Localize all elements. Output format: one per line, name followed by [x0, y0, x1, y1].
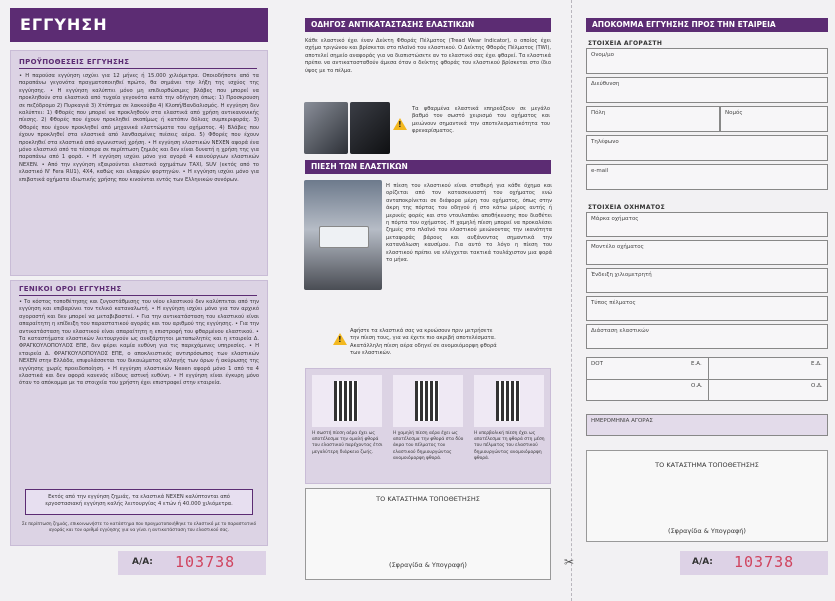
- cut-line: [571, 0, 573, 601]
- ed-label: Ε.Δ.: [811, 361, 822, 367]
- cold-tyre-warning: Αφήστε τα ελαστικά σας να κρυώσουν πριν μετρήσετε την πίεση τους, για να έχετε πιο ακριβή αποτελέσματα. Ακατάλληλη πίεση αέρα οδηγεί σε ανομοιόμορφη φθορά των ελαστικών.: [350, 328, 497, 357]
- purchase-date-label: ΗΜΕΡΟΜΗΝΙΑ ΑΓΟΡΑΣ: [591, 418, 653, 424]
- tyre-icon: [496, 381, 520, 421]
- buyer-email-field[interactable]: e-mail: [586, 164, 828, 190]
- factory-warranty-text: Εκτός από την εγγύηση ζημιάς, τα ελαστικά NEXEN καλύπτονται από εργοστασιακή εγγύηση καλής λειτουργίας 4 ετών ή 40.000 χιλιόμετρα.: [45, 494, 233, 508]
- caption-low: Η χαμηλή πίεση αέρα έχει ως αποτέλεσμα την φθορά στα δύο άκρα του πέλματος του ελαστικού δημιουργώντας ανομοιόμορφη φθορά.: [393, 431, 464, 461]
- correct-pressure-diagram: [312, 375, 382, 427]
- divider: [19, 295, 257, 296]
- footnote: Σε περίπτωση ζημιάς, επικοινωνήστε το κατάστημα που πραγματοποιήθηκε το ελαστικό με το παραστατικό αγοράς και τον αριθμό εγγύησης για να γίνει η αντικατάσταση του ελαστικού σας.: [21, 522, 257, 533]
- od-label: Ο.Δ.: [811, 383, 823, 389]
- guide-heading: ΟΔΗΓΟΣ ΑΝΤΙΚΑΤΑΣΤΑΣΗΣ ΕΛΑΣΤΙΚΩΝ: [305, 18, 551, 32]
- purchase-date-field[interactable]: [586, 414, 828, 436]
- factory-warranty-box: [25, 489, 253, 515]
- tread-photo: [304, 102, 348, 154]
- tyre-icon: [415, 381, 439, 421]
- tyre-icon: [334, 381, 358, 421]
- guide-text: Κάθε ελαστικό έχει έναν Δείκτη Φθοράς Πέλματος (Tread Wear Indicator), ο οποίος έχει σχήμα τριγώνου και βρίσκεται στο πλαϊνό του ελαστικού. Ο Δείκτης Φθοράς Πέλματος (TWI), αποτελεί σημείο αναφοράς για να διαπιστώσετε αν το ελαστικό σας έχει φθαρεί. Τα ελαστικά πρέπει να αντικατασταθούν άμεσα όταν ο δείκτης φθοράς του ελαστικού βρίσκεται στο ίδιο ύψος με το πέλμα.: [305, 38, 551, 74]
- pressure-text: Η πίεση του ελαστικού είναι σταθερή για κάθε όχημα και ορίζεται από τον κατασκευαστή του οχήματος ενώ ανταποκρίνεται σε διάφορα μέρη του οχήματος, όπως στην άκρη της πόρτας του οδηγού ή στο κάτω μέρος αυτής ή μερικές φορές και στο ντουλαπάκι αποθήκευσης που διαθέτει η πόρτα του οχήματος. Η χαμηλή πίεση μπορεί να προκαλέσει ζημιές στο πλαϊνό του ελαστικού μειώνοντας την ικανότητα μεταφοράς βάρους και αυξάνοντας σημαντικά την κατανάλωση καυσίμου. Για αυτό το λόγο η πίεση του ελαστικού πρέπει να ελέγχεται τακτικά τουλάχιστον μια φορά το μήνα.: [386, 183, 552, 264]
- shop-stamp-box-coupon: [586, 450, 828, 542]
- scissors-icon: ✂: [564, 555, 575, 569]
- prereq-heading: ΠΡΟΫΠΟΘΕΣΕΙΣ ΕΓΓΥΗΣΗΣ: [19, 58, 130, 66]
- shop-stamp-box: [305, 488, 551, 580]
- serial-number: 103738: [734, 553, 795, 571]
- warning-icon: !: [333, 333, 347, 345]
- vehicle-model-field[interactable]: Μοντέλο οχήματος: [586, 240, 828, 265]
- tread-type-field[interactable]: Τύπος πέλματος: [586, 296, 828, 321]
- worn-tyre-warning: Τα φθαρμένα ελαστικά επηρεάζουν σε μεγάλο βαθμό τον σωστό χειρισμό του οχήματος και μειώνουν σημαντικά την αποτελεσματικότητα του φρεναρίσματος.: [412, 106, 550, 135]
- warranty-title: ΕΓΓΥΗΣΗ: [10, 8, 268, 42]
- pressure-label-sticker: [319, 226, 369, 248]
- stamp-sign: (Σφραγίδα & Υπογραφή): [668, 527, 746, 535]
- low-pressure-diagram: [393, 375, 463, 427]
- coupon-heading: ΑΠΟΚΟΜΜΑ ΕΓΓΥΗΣΗΣ ΠΡΟΣ ΤΗΝ ΕΤΑΙΡΕΙΑ: [586, 18, 828, 32]
- serial-label: Α/Α:: [692, 557, 713, 567]
- general-text: • Το κόστος τοποθέτησης και ζυγοστάθμισης του νέου ελαστικού δεν καλύπτεται από την εγγύηση και επιβαρύνει τον τελικό καταναλωτή. • Η εγγύηση ισχύει μόνο για τον αρχικό αγοραστή και δεν μπορεί να μεταβιβαστεί. • Για την αντικατάσταση του ελαστικού είναι απαραίτητη η επίδειξη του παραστατικού αγοράς και του αριθμού της εγγύησης. • Για την αντικατάσταση του ελαστικού είναι απαραίτητη η επιστροφή του φθαρμένου ελαστικού. • Τα καταστήματα ελαστικών λειτουργούν ως ανεξάρτητοι μεταπωλητές και η εταιρεία Δ. ΦΡΑΓΚΟΥΛΟΠΟΥΛΟΣ ΕΠΕ, δεν φέρει καμία ευθύνη για τις παρεχόμενες υπηρεσίες. • Η εταιρεία Δ. ΦΡΑΓΚΟΥΛΟΠΟΥΛΟΣ ΕΠΕ, ο αποκλειστικός αντιπρόσωπος των ελαστικών NEXEN στην Ελλάδα, επιφυλάσσεται του δικαιώματος αλλαγής των όρων ή ακύρωσης της εγγύησης χωρίς προειδοποίηση. • Η εγγύηση ελαστικών Nexen αφορά μόνο 1 από τα 4 ελαστικά και δεν αφορά κανενός είδους αστική ευθύνη. • Η εγγύηση είναι έγκυρη μόνο όταν το απόκομμα με τα στοιχεία του χρήστη έχει επιστραφεί στην εταιρεία.: [19, 299, 259, 387]
- wear-patterns-panel: [305, 368, 551, 484]
- dot-field[interactable]: [586, 357, 828, 401]
- tread-indicator-photo: [350, 102, 390, 154]
- tyre-size-field[interactable]: Διάσταση ελαστικών: [586, 324, 828, 349]
- dot-label: DOT: [591, 361, 603, 367]
- warning-icon: !: [393, 118, 407, 130]
- general-panel: [10, 280, 268, 546]
- pressure-heading: ΠΙΕΣΗ ΤΩΝ ΕΛΑΣΤΙΚΩΝ: [305, 160, 551, 174]
- buyer-name-field[interactable]: Ονομ/μο: [586, 48, 828, 74]
- stamp-title: ΤΟ ΚΑΤΑΣΤΗΜΑ ΤΟΠΟΘΕΤΗΣΗΣ: [655, 461, 759, 469]
- divider: [587, 379, 827, 380]
- buyer-phone-field[interactable]: Τηλέφωνο: [586, 135, 828, 161]
- stamp-sign: (Σφραγίδα & Υπογραφή): [389, 561, 467, 569]
- caption-correct: Η σωστή πίεση αέρα έχει ως αποτέλεσμα την ομαλή φθορά του ελαστικού παρέχοντας έτσι μεγαλύτερη διάρκεια ζωής.: [312, 431, 383, 455]
- divider: [19, 68, 257, 69]
- buyer-heading: ΣΤΟΙΧΕΙΑ ΑΓΟΡΑΣΤΗ: [588, 40, 663, 47]
- vehicle-make-field[interactable]: Μάρκα οχήματος: [586, 212, 828, 237]
- general-heading: ΓΕΝΙΚΟΙ ΟΡΟΙ ΕΓΓΥΗΣΗΣ: [19, 285, 122, 293]
- over-pressure-diagram: [474, 375, 544, 427]
- stamp-title: ΤΟ ΚΑΤΑΣΤΗΜΑ ΤΟΠΟΘΕΤΗΣΗΣ: [376, 495, 480, 503]
- buyer-address-field[interactable]: Διεύθυνση: [586, 77, 828, 103]
- odometer-field[interactable]: Ένδειξη χιλιομετρητή: [586, 268, 828, 293]
- caption-over: Η υπερβολική πίεση έχει ως αποτέλεσμα τη φθορά στη μέση του πέλματος του ελαστικού δημιουργώντας ανομοιόμορφη φθορά.: [474, 431, 545, 461]
- prereq-text: • Η παρούσα εγγύηση ισχύει για 12 μήνες ή 15.000 χιλιόμετρα. Οποιοδήποτε από τα παραπάνω γεγονότα πραγματοποιηθεί πρώτο, θα σημάνει την λήξη της ισχύος της εγγύησης. • Η εγγύηση καλύπτει μόνο μη επιδιορθώσιμες βλάβες που μπορεί να προκληθούν στα ελαστικά από τυχαία γεγονότα κατά την οδήγηση όπως: 1) Προσκρουση σε πεζόδρομο 2) Πυρκαγιά 3) Χτύπημα σε λακκούβα 4) Κλοπή/Βανδαλισμός. Η εγγύηση δεν καλύπτει: 1) Φθορές που μπορεί να προκληθούν στα ελαστικά από χρήση αντικανονικής πίεσης. 2) Φθορές που έχουν προκληθεί σκοπίμως ή κατόπιν δόλιας συμπεριφοράς. 3) Φθορές που έχουν προκληθεί από μηχανικά ελαττώματα του οχήματος. 4) Βλάβες που έχουν προκληθεί στα ελαστικά από λανθασμένες πιέσεις αέρα. 5) Φθορές που έχουν προκληθεί στα ελαστικά από αγωνιστική χρήση. • Η εγγύηση ελαστικών NEXEN αφορά ένα μόνο ελαστικό από τα τέσσερα σε περίπτωση ζημιάς και δεν είναι δυνατή η χρήση της για παραπάνω από 1 φορά. • Η εγγύηση ισχύει μόνο για αγορά 4 καινούργιων ελαστικών NEXEN. • Από την εγγύηση εξαιρούνται ελαστικά οχημάτων ΤΑΧΙ, SUV (εκτός από το ελαστικό N' Fera RU1), 4Χ4, καθώς και ελαφρών φορτηγών. • Η εγγύηση ισχύει μόνο για επιβατικά οχήματα ιδιωτικής χρήσης που κινούνται εντός των Ελληνικών συνόρων.: [19, 73, 259, 183]
- serial-number: 103738: [175, 553, 236, 571]
- ea-label: Ε.Α.: [691, 361, 702, 367]
- buyer-city-field[interactable]: Πόλη: [586, 106, 720, 132]
- prereq-panel: [10, 50, 268, 276]
- oa-label: Ο.Α.: [691, 383, 703, 389]
- vehicle-heading: ΣΤΟΙΧΕΙΑ ΟΧΗΜΑΤΟΣ: [588, 204, 665, 211]
- serial-label: Α/Α:: [132, 557, 153, 567]
- buyer-prefecture-field[interactable]: Νομός: [720, 106, 828, 132]
